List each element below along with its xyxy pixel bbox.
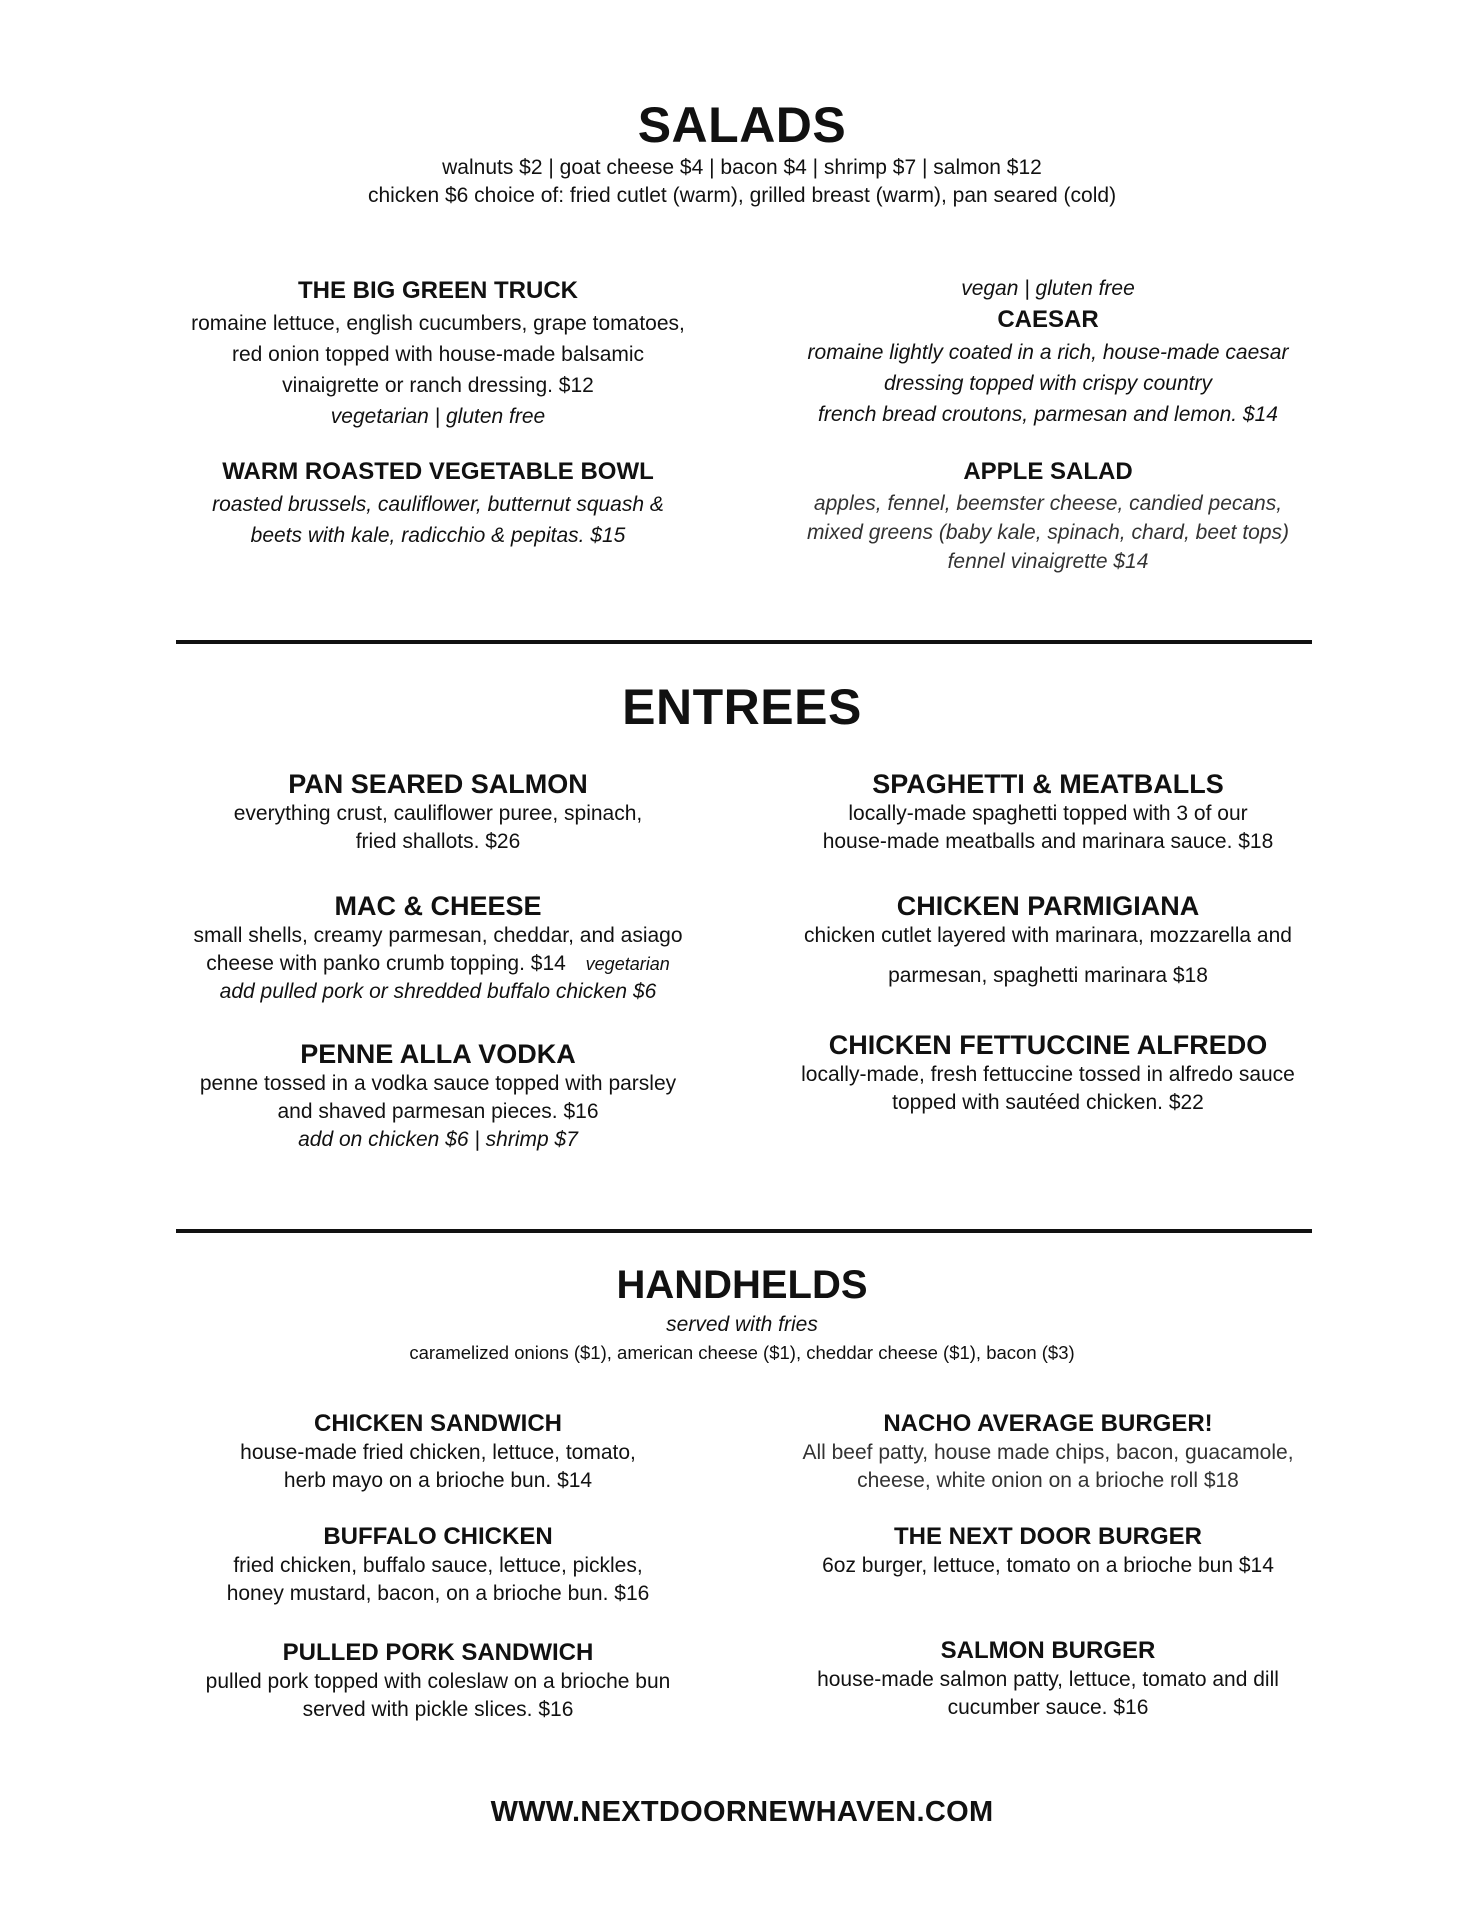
entree-spaghetti bbox=[778, 769, 1318, 856]
item-title: BUFFALO CHICKEN bbox=[323, 1523, 553, 1550]
item-desc-line: All beef patty, house made chips, bacon, guacamole, bbox=[802, 1441, 1294, 1464]
item-desc-line: honey mustard, bacon, on a brioche bun. $16 bbox=[226, 1582, 650, 1605]
item-title: APPLE SALAD bbox=[963, 458, 1133, 485]
item-desc-line: romaine lettuce, english cucumbers, grape tomatoes, bbox=[191, 312, 685, 335]
item-desc-line: house-made salmon patty, lettuce, tomato and dill bbox=[817, 1668, 1279, 1691]
item-desc-line: everything crust, cauliflower puree, spinach, bbox=[233, 802, 643, 825]
item-title: NACHO AVERAGE BURGER! bbox=[883, 1410, 1213, 1437]
entree-mac-cheese bbox=[170, 891, 706, 1006]
item-desc-line: cheese, white onion on a brioche roll $18 bbox=[857, 1469, 1239, 1492]
item-desc-line: penne tossed in a vodka sauce topped with parsley bbox=[199, 1072, 677, 1095]
item-title: CHICKEN PARMIGIANA bbox=[896, 891, 1200, 921]
handheld-nacho-burger bbox=[778, 1409, 1318, 1495]
item-desc-line: house-made meatballs and marinara sauce. $18 bbox=[822, 830, 1274, 853]
item-desc-line: dressing topped with crispy country bbox=[884, 372, 1212, 395]
item-tags: vegan | gluten free bbox=[961, 277, 1135, 300]
item-title: PULLED PORK SANDWICH bbox=[282, 1639, 594, 1666]
item-desc-line bbox=[170, 950, 706, 978]
item-desc-text: cheese with panko crumb topping. $14 bbox=[206, 952, 566, 975]
item-desc-line: apples, fennel, beemster cheese, candied pecans, bbox=[813, 492, 1283, 515]
entree-parmigiana bbox=[778, 891, 1318, 990]
item-title: CAESAR bbox=[997, 306, 1099, 333]
salad-roasted-vegetable-bowl bbox=[170, 457, 706, 551]
handheld-chicken-sandwich bbox=[170, 1409, 706, 1495]
handheld-pulled-pork bbox=[170, 1638, 706, 1724]
entrees-heading: ENTREES bbox=[622, 679, 862, 735]
handhelds-heading: HANDHELDS bbox=[616, 1263, 868, 1307]
item-desc-line: fennel vinaigrette $14 bbox=[947, 550, 1149, 573]
item-title: THE NEXT DOOR BURGER bbox=[893, 1523, 1202, 1550]
item-addon: add pulled pork or shredded buffalo chicken $6 bbox=[219, 980, 657, 1003]
handheld-salmon-burger bbox=[778, 1636, 1318, 1722]
item-title: SPAGHETTI & MEATBALLS bbox=[872, 769, 1224, 799]
item-desc-line: fried shallots. $26 bbox=[355, 830, 521, 853]
section-divider bbox=[176, 1229, 1312, 1233]
item-desc-line: herb mayo on a brioche bun. $14 bbox=[283, 1469, 593, 1492]
website-url[interactable]: WWW.NEXTDOORNEWHAVEN.COM bbox=[490, 1796, 994, 1828]
item-desc-line: red onion topped with house-made balsamic bbox=[231, 343, 645, 366]
item-title: MAC & CHEESE bbox=[334, 891, 542, 921]
item-desc-line: romaine lightly coated in a rich, house-made caesar bbox=[807, 341, 1289, 364]
item-tag: vegetarian bbox=[585, 954, 670, 974]
item-desc-line: mixed greens (baby kale, spinach, chard, beet tops) bbox=[806, 521, 1290, 544]
salads-heading: SALADS bbox=[637, 97, 847, 153]
item-addon: add on chicken $6 | shrimp $7 bbox=[298, 1128, 578, 1151]
item-desc-line: house-made fried chicken, lettuce, tomato, bbox=[240, 1441, 636, 1464]
item-desc-line: 6oz burger, lettuce, tomato on a brioche bun $14 bbox=[822, 1554, 1274, 1577]
salad-big-green-truck bbox=[170, 276, 706, 432]
item-title: CHICKEN SANDWICH bbox=[314, 1410, 562, 1437]
entree-salmon bbox=[170, 769, 706, 856]
item-desc-line: locally-made spaghetti topped with 3 of our bbox=[848, 802, 1248, 825]
item-desc-line: fried chicken, buffalo sauce, lettuce, pickles, bbox=[233, 1554, 643, 1577]
item-desc-line: chicken cutlet layered with marinara, mozzarella and bbox=[804, 924, 1292, 947]
salads-addons-line1: walnuts $2 | goat cheese $4 | bacon $4 | shrimp $7 | salmon $12 bbox=[442, 156, 1042, 179]
item-title: THE BIG GREEN TRUCK bbox=[297, 277, 578, 304]
entree-penne bbox=[170, 1039, 706, 1154]
item-desc-line: locally-made, fresh fettuccine tossed in alfredo sauce bbox=[801, 1063, 1295, 1086]
handheld-buffalo-chicken bbox=[170, 1522, 706, 1608]
handhelds-served: served with fries bbox=[666, 1313, 818, 1336]
section-divider bbox=[176, 640, 1312, 644]
item-desc-line: topped with sautéed chicken. $22 bbox=[892, 1091, 1204, 1114]
salad-caesar bbox=[778, 274, 1318, 430]
handheld-next-door-burger bbox=[778, 1522, 1318, 1580]
item-tags: vegetarian | gluten free bbox=[330, 405, 546, 428]
item-desc-line: served with pickle slices. $16 bbox=[302, 1698, 574, 1721]
salads-addons-line2: chicken $6 choice of: fried cutlet (warm), grilled breast (warm), pan seared (cold) bbox=[367, 184, 1117, 207]
item-desc-line: parmesan, spaghetti marinara $18 bbox=[888, 964, 1208, 987]
item-desc-line: french bread croutons, parmesan and lemon. $14 bbox=[818, 403, 1278, 426]
item-title: PAN SEARED SALMON bbox=[288, 769, 588, 799]
item-title: WARM ROASTED VEGETABLE BOWL bbox=[222, 458, 654, 485]
item-desc-line: cucumber sauce. $16 bbox=[947, 1696, 1149, 1719]
item-desc-line: small shells, creamy parmesan, cheddar, and asiago bbox=[193, 924, 683, 947]
item-title: SALMON BURGER bbox=[940, 1637, 1156, 1664]
item-desc-line: and shaved parmesan pieces. $16 bbox=[277, 1100, 599, 1123]
item-desc-line: vinaigrette or ranch dressing. $12 bbox=[282, 374, 594, 397]
item-desc-line: roasted brussels, cauliflower, butternut squash & bbox=[212, 493, 664, 516]
item-title: CHICKEN FETTUCCINE ALFREDO bbox=[828, 1030, 1268, 1060]
salad-apple bbox=[778, 457, 1318, 576]
item-title: PENNE ALLA VODKA bbox=[300, 1039, 576, 1069]
item-desc-line: pulled pork topped with coleslaw on a brioche bun bbox=[205, 1670, 671, 1693]
entree-alfredo bbox=[778, 1030, 1318, 1117]
handhelds-addons: caramelized onions ($1), american cheese ($1), cheddar cheese ($1), bacon ($3) bbox=[409, 1342, 1075, 1363]
item-desc-line: beets with kale, radicchio & pepitas. $15 bbox=[250, 524, 626, 547]
